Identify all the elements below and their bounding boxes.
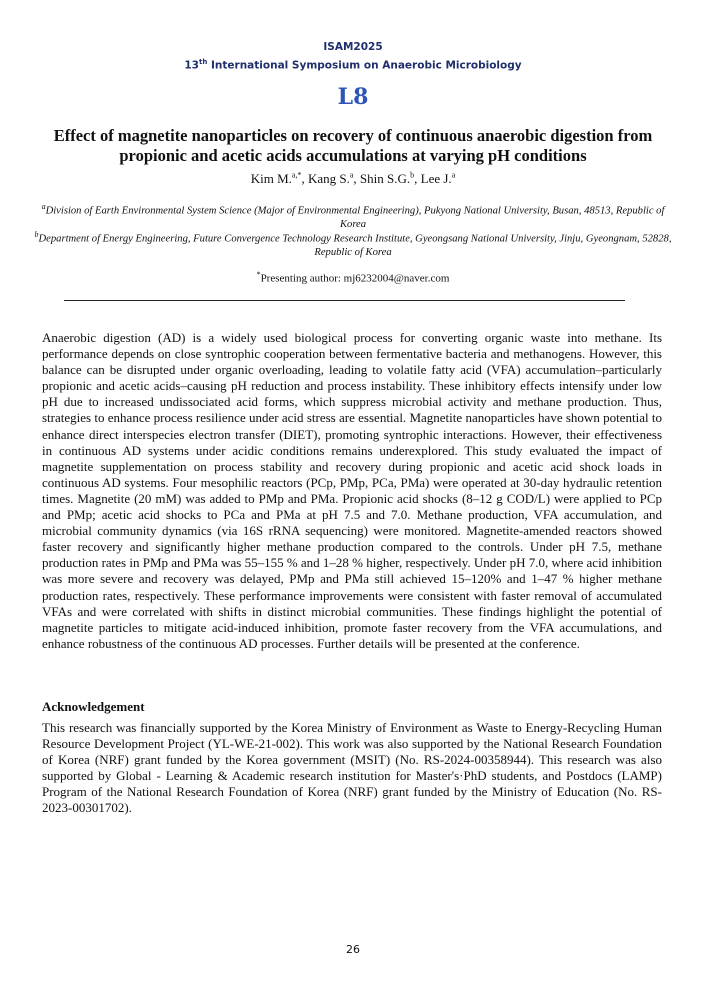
author-separator: , — [414, 171, 421, 187]
conference-ordinal-number: 13 — [184, 59, 199, 72]
author-name: Kang S. — [307, 171, 350, 187]
page-number: 26 — [346, 943, 360, 956]
author-affiliation-mark: a,* — [291, 171, 302, 180]
author — [308, 171, 360, 186]
affiliation-mark: a — [41, 202, 46, 211]
affiliation-b — [30, 228, 676, 260]
author-separator: , — [353, 171, 360, 187]
author-affiliation-mark: a — [349, 171, 354, 180]
affiliation-mark: b — [34, 230, 39, 239]
acknowledgement-heading: Acknowledgement — [42, 699, 145, 714]
author-affiliation-mark: b — [410, 171, 415, 180]
author-name: Shin S.G. — [359, 171, 411, 187]
conference-short-name: ISAM2025 — [323, 41, 383, 53]
abstract-body: Anaerobic digestion (AD) is a widely used biological process for converting organic waste into methane. Its performance depends on close syntrophic cooperation between fermentative bacteria and methanogens. However, this balance can be disrupted under organic overloading, leading to volatile fatty acid (VFA) accumulation–particularly propionic and acetic acids–causing pH reduction and process instability. These inhibitory effects intensify under low pH due to increased undissociated acid forms, which suppress microbial activity and methane production. Thus, strategies to enhance process resilience under acid stress are essential. Magnetite nanoparticles have shown potential to enhance direct interspecies electron transfer (DIET), promoting syntrophic interactions. However, their effectiveness in continuous AD systems under acidic conditions remains underexplored. This study evaluated the impact of magnetite supplementation on process stability and recovery during propionic and acetic acid shock loads in continuous AD systems. Four mesophilic reactors (PCp, PMp, PCa, PMa) were operated at 30-day hydraulic retention times. Magnetite (20 mM) was added to PMp and PMa. Propionic acid shocks (8–12 g COD/L) were applied to PCp and PMp; acetic acid shocks to PCa and PMa at pH 7.5 and 7.0. Methane production, VFA accumulation, and microbial community dynamics (via 16S rRNA sequencing) were monitored. Magnetite-amended reactors showed faster recovery and significantly higher methane production compared to the controls. Under pH 7.5, methane production rates in PMp and PMa was 55–155 % and 1–28 % higher, respectively. Under pH 7.0, where acid inhibition was more severe and recovery was delayed, PMp and PMa still achieved 15–120% and 1–47 % higher methane production rates, respectively. These performance improvements were consistent with faster removal of accumulated VFAs and were correlated with shifts in distinct microbial communities. These findings highlight the potential of magnetite particles to mitigate acid-induced inhibition, promote faster recovery from the VFA accumulations, and enhance robustness of the continuous AD processes. Further details will be presented at the conference. — [42, 330, 662, 651]
paper-code: L8 — [337, 84, 369, 110]
conference-name-rest: International Symposium on Anaerobic Microbiology — [207, 59, 522, 72]
affiliation-a — [30, 200, 676, 232]
author-affiliation-mark: a — [451, 171, 456, 180]
acknowledgement-body: This research was financially supported by the Korea Ministry of Environment as Waste to Energy-Recycling Human Resource Development Project (YL-WE-21-002). This work was also supported by the National Research Foundation of Korea (NRF) grant funded by the Korea government (MSIT) (No. RS-2024-00358944). This research was also supported by Global - Learning & Academic research institution for Master's·PhD students, and Postdocs (LAMP) Program of the National Research Foundation of Korea (NRF) grant funded by the Ministry of Education (No. RS-2023-00301702). — [42, 720, 662, 816]
author — [360, 171, 421, 186]
paper-title: Effect of magnetite nanoparticles on recovery of continuous anaerobic digestion from propionic and acetic acids accumulations at varying pH conditions — [53, 126, 653, 165]
author-list — [0, 171, 706, 187]
author — [421, 171, 456, 186]
author-name: Kim M. — [250, 171, 292, 187]
author-name: Lee J. — [420, 171, 452, 187]
divider-line — [64, 300, 625, 301]
author — [251, 171, 308, 186]
presenting-author-mark: * — [256, 270, 261, 279]
affiliation-text: Division of Earth Environmental System Science (Major of Environmental Engineering), Pukyong National University, Busan, 48513, Republic of Korea — [45, 205, 665, 231]
affiliation-text: Department of Energy Engineering, Future Convergence Technology Research Institute, Gyeongsang National University, Jinju, Gyeongnam, 52828, Republic of Korea — [38, 233, 672, 259]
presenting-author-text: Presenting author: mj6232004@naver.com — [260, 272, 450, 285]
author-separator: , — [301, 171, 308, 187]
presenting-author — [0, 270, 706, 285]
conference-full-name — [0, 58, 706, 72]
conference-ordinal-suffix: th — [199, 58, 208, 66]
